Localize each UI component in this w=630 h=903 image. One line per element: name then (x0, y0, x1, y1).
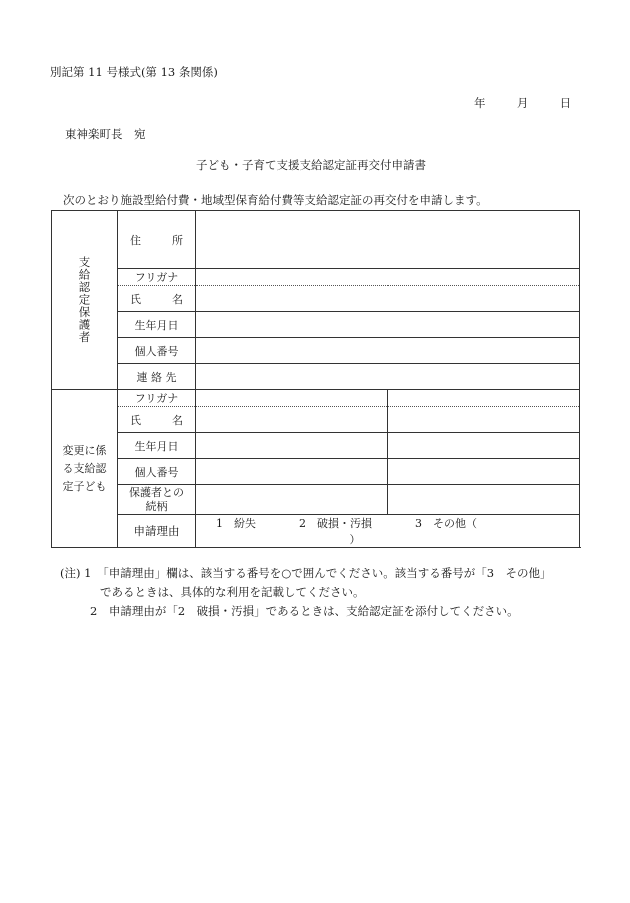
guardian-contact-field[interactable] (196, 364, 580, 390)
guardian-furigana-field[interactable] (196, 269, 580, 286)
child1-furigana-field[interactable] (196, 390, 388, 407)
relationship-label (118, 485, 196, 515)
reason-options (196, 515, 580, 548)
guardian-name-field[interactable] (196, 286, 580, 312)
guardian-birthdate-label: 生年月日 (118, 312, 196, 338)
form-number: 別記第 11 号様式(第 13 条関係) (50, 65, 218, 79)
guardian-contact-label: 連 絡 先 (118, 364, 196, 390)
note-line-1: (注) 1 「申請理由」欄は、該当する番号を○で囲んでください。該当する番号が「3 その他」 (60, 566, 552, 580)
child1-personal-number-field[interactable] (196, 459, 388, 485)
date-day-label: 日 (559, 96, 572, 110)
notes (60, 564, 552, 621)
guardian-name-label: 氏 名 (118, 286, 196, 312)
child2-birthdate-field[interactable] (388, 433, 580, 459)
intro-text: 次のとおり施設型給付費・地域型保育給付費等支給認定証の再交付を申請します。 (63, 193, 488, 207)
child2-relationship-field[interactable] (388, 485, 580, 515)
child2-furigana-field[interactable] (388, 390, 580, 407)
address-field[interactable] (196, 211, 580, 269)
guardian-group-label: 支給認定保護者 (77, 256, 92, 344)
date-year-label: 年 (474, 96, 486, 110)
guardian-personal-number-field[interactable] (196, 338, 580, 364)
child2-personal-number-field[interactable] (388, 459, 580, 485)
relationship-label-line2: 続柄 (145, 499, 168, 513)
reason-option-other-close: ） (349, 533, 361, 546)
child-group-label-line1: 変更に係 (62, 443, 107, 457)
reason-label: 申請理由 (118, 515, 196, 548)
application-form-table (51, 210, 580, 548)
date-line (474, 95, 571, 111)
child1-birthdate-field[interactable] (196, 433, 388, 459)
child1-relationship-field[interactable] (196, 485, 388, 515)
relationship-label-line1: 保護者との (129, 485, 184, 499)
address-label: 住 所 (118, 211, 196, 269)
document-title: 子ども・子育て支援支給認定証再交付申請書 (196, 158, 426, 172)
date-month-label: 月 (516, 96, 529, 110)
guardian-personal-number-label: 個人番号 (118, 338, 196, 364)
reason-option-damaged[interactable]: 2 破損・汚損 (299, 517, 372, 530)
guardian-group-label-cell (52, 211, 118, 390)
child-personal-number-label: 個人番号 (118, 459, 196, 485)
guardian-furigana-label: フリガナ (118, 269, 196, 286)
child1-name-field[interactable] (196, 407, 388, 433)
child-furigana-label: フリガナ (118, 390, 196, 407)
child-name-label: 氏 名 (118, 407, 196, 433)
child-group-label-cell (52, 390, 118, 548)
note-line-3: 2 申請理由が「2 破損・汚損」であるときは、支給認定証を添付してください。 (90, 604, 519, 618)
addressee: 東神楽町長 宛 (65, 127, 146, 141)
reason-option-lost[interactable]: 1 紛失 (216, 517, 256, 530)
child-birthdate-label: 生年月日 (118, 433, 196, 459)
note-line-2: であるときは、具体的な利用を記載してください。 (100, 585, 365, 599)
child-group-label-line3: 定子ども (62, 479, 107, 493)
child2-name-field[interactable] (388, 407, 580, 433)
guardian-birthdate-field[interactable] (196, 312, 580, 338)
child-group-label-line2: る支給認 (62, 461, 107, 475)
reason-option-other[interactable]: 3 その他（ (415, 517, 477, 530)
